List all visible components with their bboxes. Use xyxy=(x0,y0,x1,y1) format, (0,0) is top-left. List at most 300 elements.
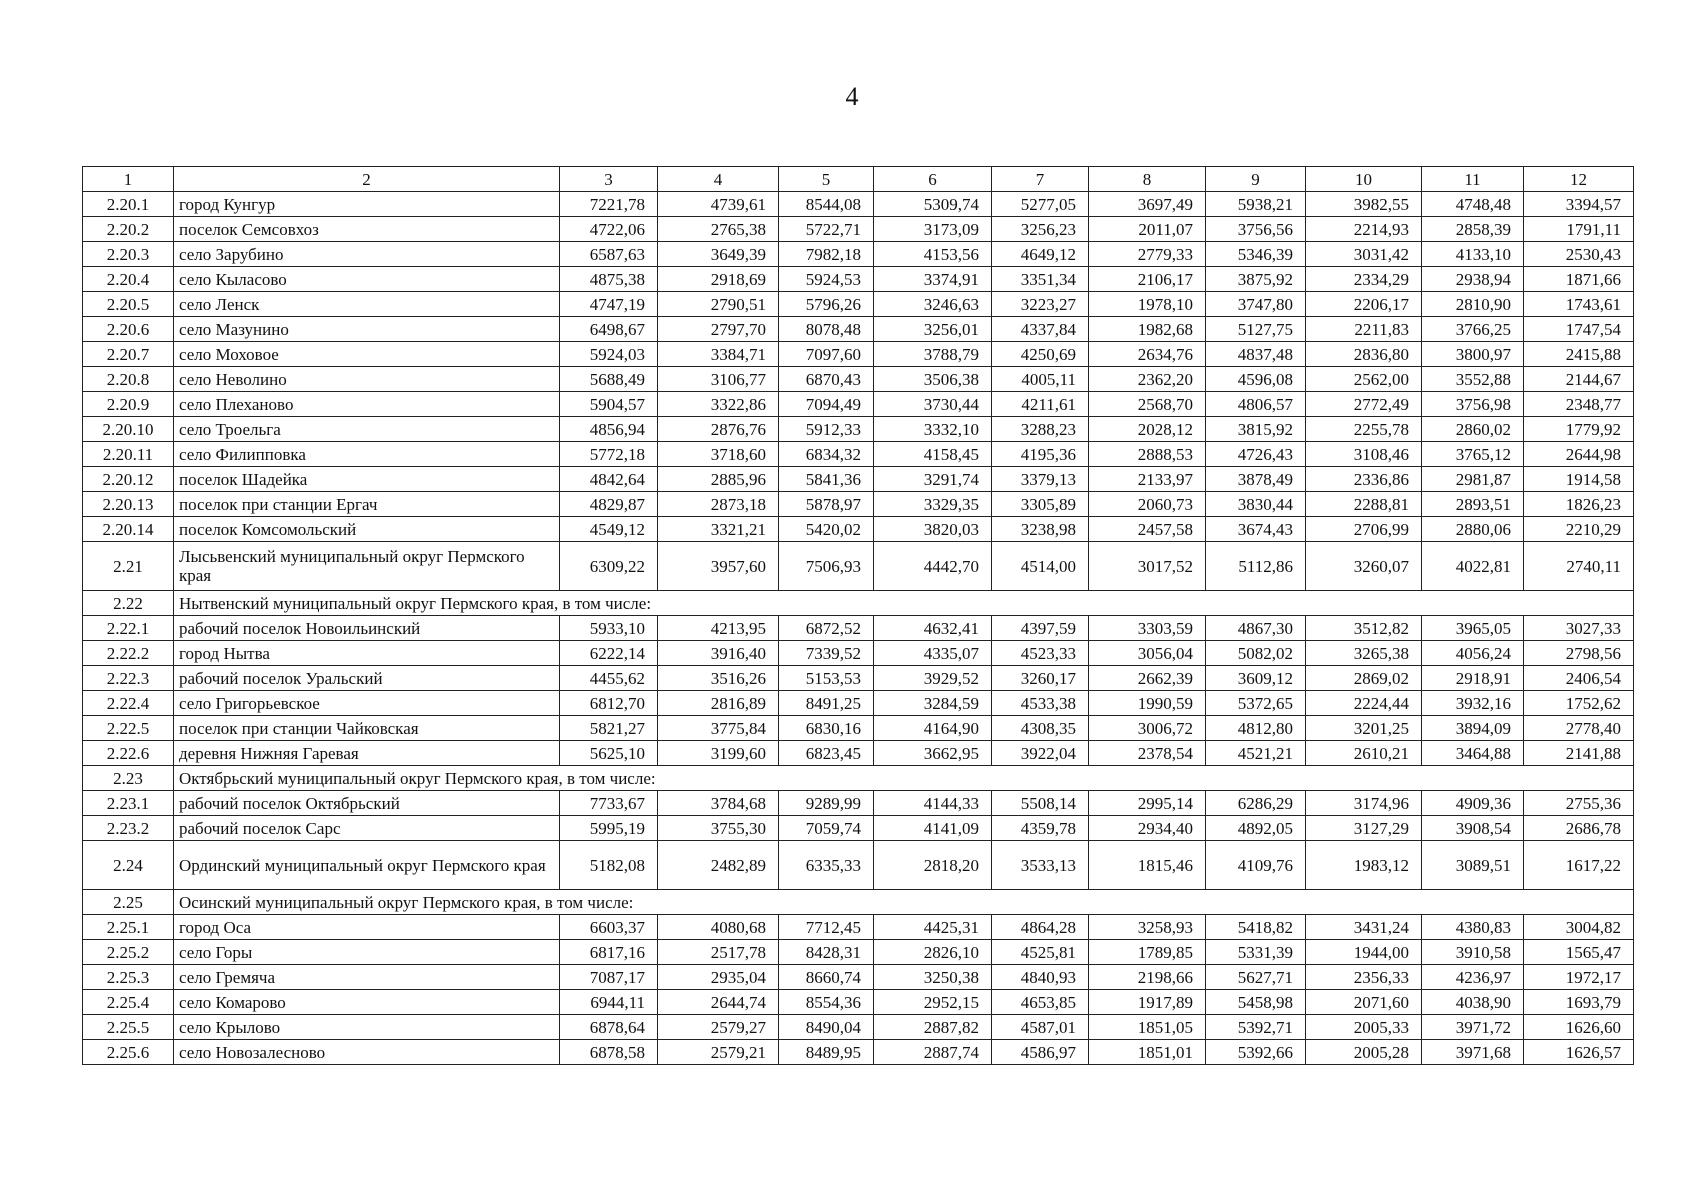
value-cell: 2740,11 xyxy=(1524,542,1634,591)
row-number-cell: 2.20.14 xyxy=(83,517,174,542)
value-cell: 3815,92 xyxy=(1206,417,1306,442)
value-cell: 4195,36 xyxy=(992,442,1089,467)
value-cell: 1914,58 xyxy=(1524,467,1634,492)
value-cell: 1743,61 xyxy=(1524,292,1634,317)
value-cell: 4005,11 xyxy=(992,367,1089,392)
value-cell: 3747,80 xyxy=(1206,292,1306,317)
value-cell: 6834,32 xyxy=(779,442,874,467)
value-cell: 2860,02 xyxy=(1422,417,1524,442)
row-number-cell: 2.20.9 xyxy=(83,392,174,417)
table-row xyxy=(83,890,1634,915)
locality-name-cell: город Оса xyxy=(174,915,560,940)
value-cell: 3284,59 xyxy=(874,691,992,716)
locality-name-cell: село Моховое xyxy=(174,342,560,367)
value-cell: 4211,61 xyxy=(992,392,1089,417)
table-row xyxy=(83,542,1634,591)
value-cell: 6830,16 xyxy=(779,716,874,741)
value-cell: 4586,97 xyxy=(992,1040,1089,1065)
value-cell: 4080,68 xyxy=(658,915,779,940)
value-cell: 3108,46 xyxy=(1306,442,1422,467)
value-cell: 3730,44 xyxy=(874,392,992,417)
value-cell: 1983,12 xyxy=(1306,841,1422,890)
value-cell: 6222,14 xyxy=(560,641,658,666)
value-cell: 2934,40 xyxy=(1089,816,1206,841)
header-cell: 1 xyxy=(83,167,174,192)
value-cell: 6498,67 xyxy=(560,317,658,342)
value-cell: 4632,41 xyxy=(874,616,992,641)
value-cell: 4722,06 xyxy=(560,217,658,242)
value-cell: 3755,30 xyxy=(658,816,779,841)
table-row xyxy=(83,492,1634,517)
value-cell: 2071,60 xyxy=(1306,990,1422,1015)
header-cell: 5 xyxy=(779,167,874,192)
value-cell: 5309,74 xyxy=(874,192,992,217)
value-cell: 2568,70 xyxy=(1089,392,1206,417)
locality-name-cell: село Гремяча xyxy=(174,965,560,990)
value-cell: 2378,54 xyxy=(1089,741,1206,766)
value-cell: 3106,77 xyxy=(658,367,779,392)
page-number: 4 xyxy=(845,82,859,111)
value-cell: 3089,51 xyxy=(1422,841,1524,890)
header-cell: 10 xyxy=(1306,167,1422,192)
value-cell: 2133,97 xyxy=(1089,467,1206,492)
value-cell: 3552,88 xyxy=(1422,367,1524,392)
value-cell: 3775,84 xyxy=(658,716,779,741)
value-cell: 4533,38 xyxy=(992,691,1089,716)
value-cell: 6587,63 xyxy=(560,242,658,267)
value-cell: 2482,89 xyxy=(658,841,779,890)
value-cell: 2888,53 xyxy=(1089,442,1206,467)
value-cell: 2880,06 xyxy=(1422,517,1524,542)
value-cell: 5420,02 xyxy=(779,517,874,542)
value-cell: 6878,58 xyxy=(560,1040,658,1065)
value-cell: 3322,86 xyxy=(658,392,779,417)
table-header-row xyxy=(83,167,1634,192)
value-cell: 3830,44 xyxy=(1206,492,1306,517)
value-cell: 2938,94 xyxy=(1422,267,1524,292)
value-cell: 2686,78 xyxy=(1524,816,1634,841)
value-cell: 3929,52 xyxy=(874,666,992,691)
value-cell: 4335,07 xyxy=(874,641,992,666)
value-cell: 1693,79 xyxy=(1524,990,1634,1015)
value-cell: 1826,23 xyxy=(1524,492,1634,517)
value-cell: 2060,73 xyxy=(1089,492,1206,517)
value-cell: 2876,76 xyxy=(658,417,779,442)
value-cell: 2790,51 xyxy=(658,292,779,317)
value-cell: 3031,42 xyxy=(1306,242,1422,267)
table-row xyxy=(83,267,1634,292)
value-cell: 1851,05 xyxy=(1089,1015,1206,1040)
value-cell: 3265,38 xyxy=(1306,641,1422,666)
table-row xyxy=(83,666,1634,691)
value-cell: 5912,33 xyxy=(779,417,874,442)
value-cell: 2198,66 xyxy=(1089,965,1206,990)
value-cell: 4236,97 xyxy=(1422,965,1524,990)
locality-name-cell: рабочий поселок Сарс xyxy=(174,816,560,841)
value-cell: 1990,59 xyxy=(1089,691,1206,716)
value-cell: 1747,54 xyxy=(1524,317,1634,342)
value-cell: 3256,23 xyxy=(992,217,1089,242)
value-cell: 3291,74 xyxy=(874,467,992,492)
locality-name-cell: Ординский муниципальный округ Пермского края xyxy=(174,841,560,890)
value-cell: 3800,97 xyxy=(1422,342,1524,367)
value-cell: 4141,09 xyxy=(874,816,992,841)
value-cell: 5277,05 xyxy=(992,192,1089,217)
value-cell: 3878,49 xyxy=(1206,467,1306,492)
table-row xyxy=(83,517,1634,542)
value-cell: 5127,75 xyxy=(1206,317,1306,342)
value-cell: 5722,71 xyxy=(779,217,874,242)
locality-name-cell: село Зарубино xyxy=(174,242,560,267)
value-cell: 2579,21 xyxy=(658,1040,779,1065)
value-cell: 3875,92 xyxy=(1206,267,1306,292)
tariff-table xyxy=(82,166,1634,1065)
value-cell: 2011,07 xyxy=(1089,217,1206,242)
table-row xyxy=(83,591,1634,616)
value-cell: 3246,63 xyxy=(874,292,992,317)
table-row xyxy=(83,841,1634,890)
value-cell: 3394,57 xyxy=(1524,192,1634,217)
value-cell: 4056,24 xyxy=(1422,641,1524,666)
value-cell: 6335,33 xyxy=(779,841,874,890)
value-cell: 8490,04 xyxy=(779,1015,874,1040)
value-cell: 7059,74 xyxy=(779,816,874,841)
section-heading-cell: Октябрьский муниципальный округ Пермского края, в том числе: xyxy=(174,766,1634,791)
value-cell: 4523,33 xyxy=(992,641,1089,666)
value-cell: 3932,16 xyxy=(1422,691,1524,716)
value-cell: 4455,62 xyxy=(560,666,658,691)
value-cell: 3199,60 xyxy=(658,741,779,766)
value-cell: 4022,81 xyxy=(1422,542,1524,591)
locality-name-cell: село Плеханово xyxy=(174,392,560,417)
value-cell: 1617,22 xyxy=(1524,841,1634,890)
value-cell: 3173,09 xyxy=(874,217,992,242)
value-cell: 3982,55 xyxy=(1306,192,1422,217)
value-cell: 5995,19 xyxy=(560,816,658,841)
value-cell: 4442,70 xyxy=(874,542,992,591)
row-number-cell: 2.22.1 xyxy=(83,616,174,641)
value-cell: 1815,46 xyxy=(1089,841,1206,890)
locality-name-cell: село Кыласово xyxy=(174,267,560,292)
table-row xyxy=(83,641,1634,666)
value-cell: 4726,43 xyxy=(1206,442,1306,467)
value-cell: 3056,04 xyxy=(1089,641,1206,666)
value-cell: 3464,88 xyxy=(1422,741,1524,766)
value-cell: 2005,28 xyxy=(1306,1040,1422,1065)
value-cell: 4829,87 xyxy=(560,492,658,517)
value-cell: 3908,54 xyxy=(1422,816,1524,841)
header-cell: 6 xyxy=(874,167,992,192)
value-cell: 2211,83 xyxy=(1306,317,1422,342)
table-row xyxy=(83,616,1634,641)
table-row xyxy=(83,367,1634,392)
row-number-cell: 2.20.3 xyxy=(83,242,174,267)
value-cell: 5924,53 xyxy=(779,267,874,292)
table-row xyxy=(83,342,1634,367)
locality-name-cell: Лысьвенский муниципальный округ Пермского края xyxy=(174,542,560,591)
value-cell: 1779,92 xyxy=(1524,417,1634,442)
value-cell: 5346,39 xyxy=(1206,242,1306,267)
value-cell: 2772,49 xyxy=(1306,392,1422,417)
value-cell: 2255,78 xyxy=(1306,417,1422,442)
value-cell: 1982,68 xyxy=(1089,317,1206,342)
value-cell: 4856,94 xyxy=(560,417,658,442)
value-cell: 4739,61 xyxy=(658,192,779,217)
value-cell: 3756,56 xyxy=(1206,217,1306,242)
locality-name-cell: город Кунгур xyxy=(174,192,560,217)
value-cell: 4649,12 xyxy=(992,242,1089,267)
value-cell: 3957,60 xyxy=(658,542,779,591)
value-cell: 2644,98 xyxy=(1524,442,1634,467)
value-cell: 2334,29 xyxy=(1306,267,1422,292)
value-cell: 1752,62 xyxy=(1524,691,1634,716)
header-cell: 9 xyxy=(1206,167,1306,192)
row-number-cell: 2.22.5 xyxy=(83,716,174,741)
value-cell: 3006,72 xyxy=(1089,716,1206,741)
value-cell: 5392,71 xyxy=(1206,1015,1306,1040)
value-cell: 3609,12 xyxy=(1206,666,1306,691)
header-cell: 4 xyxy=(658,167,779,192)
table-row xyxy=(83,915,1634,940)
value-cell: 3965,05 xyxy=(1422,616,1524,641)
value-cell: 2517,78 xyxy=(658,940,779,965)
row-number-cell: 2.23 xyxy=(83,766,174,791)
value-cell: 4653,85 xyxy=(992,990,1089,1015)
value-cell: 4164,90 xyxy=(874,716,992,741)
row-number-cell: 2.23.2 xyxy=(83,816,174,841)
value-cell: 5418,82 xyxy=(1206,915,1306,940)
locality-name-cell: поселок Семсовхоз xyxy=(174,217,560,242)
table-row xyxy=(83,317,1634,342)
value-cell: 2755,36 xyxy=(1524,791,1634,816)
row-number-cell: 2.20.1 xyxy=(83,192,174,217)
row-number-cell: 2.20.7 xyxy=(83,342,174,367)
value-cell: 3351,34 xyxy=(992,267,1089,292)
value-cell: 2778,40 xyxy=(1524,716,1634,741)
locality-name-cell: село Комарово xyxy=(174,990,560,1015)
value-cell: 2406,54 xyxy=(1524,666,1634,691)
row-number-cell: 2.22.6 xyxy=(83,741,174,766)
row-number-cell: 2.25 xyxy=(83,890,174,915)
header-cell: 3 xyxy=(560,167,658,192)
value-cell: 2893,51 xyxy=(1422,492,1524,517)
row-number-cell: 2.20.12 xyxy=(83,467,174,492)
value-cell: 4514,00 xyxy=(992,542,1089,591)
row-number-cell: 2.20.6 xyxy=(83,317,174,342)
value-cell: 7094,49 xyxy=(779,392,874,417)
value-cell: 3820,03 xyxy=(874,517,992,542)
value-cell: 2836,80 xyxy=(1306,342,1422,367)
value-cell: 7097,60 xyxy=(779,342,874,367)
value-cell: 3004,82 xyxy=(1524,915,1634,940)
row-number-cell: 2.20.5 xyxy=(83,292,174,317)
header-cell: 8 xyxy=(1089,167,1206,192)
locality-name-cell: село Неволино xyxy=(174,367,560,392)
locality-name-cell: поселок Шадейка xyxy=(174,467,560,492)
value-cell: 2918,69 xyxy=(658,267,779,292)
value-cell: 3260,07 xyxy=(1306,542,1422,591)
value-cell: 2995,14 xyxy=(1089,791,1206,816)
value-cell: 3649,39 xyxy=(658,242,779,267)
row-number-cell: 2.23.1 xyxy=(83,791,174,816)
row-number-cell: 2.22 xyxy=(83,591,174,616)
value-cell: 4867,30 xyxy=(1206,616,1306,641)
value-cell: 4308,35 xyxy=(992,716,1089,741)
locality-name-cell: город Нытва xyxy=(174,641,560,666)
value-cell: 4153,56 xyxy=(874,242,992,267)
value-cell: 2415,88 xyxy=(1524,342,1634,367)
value-cell: 2887,74 xyxy=(874,1040,992,1065)
value-cell: 2706,99 xyxy=(1306,517,1422,542)
value-cell: 2210,29 xyxy=(1524,517,1634,542)
value-cell: 6817,16 xyxy=(560,940,658,965)
value-cell: 7712,45 xyxy=(779,915,874,940)
value-cell: 3017,52 xyxy=(1089,542,1206,591)
value-cell: 3718,60 xyxy=(658,442,779,467)
value-cell: 2797,70 xyxy=(658,317,779,342)
value-cell: 6944,11 xyxy=(560,990,658,1015)
value-cell: 9289,99 xyxy=(779,791,874,816)
value-cell: 7506,93 xyxy=(779,542,874,591)
value-cell: 6823,45 xyxy=(779,741,874,766)
locality-name-cell: село Крылово xyxy=(174,1015,560,1040)
value-cell: 4840,93 xyxy=(992,965,1089,990)
value-cell: 2885,96 xyxy=(658,467,779,492)
header-cell: 2 xyxy=(174,167,560,192)
value-cell: 2798,56 xyxy=(1524,641,1634,666)
value-cell: 1851,01 xyxy=(1089,1040,1206,1065)
locality-name-cell: село Филипповка xyxy=(174,442,560,467)
value-cell: 1626,60 xyxy=(1524,1015,1634,1040)
value-cell: 3321,21 xyxy=(658,517,779,542)
value-cell: 1972,17 xyxy=(1524,965,1634,990)
value-cell: 4909,36 xyxy=(1422,791,1524,816)
value-cell: 5153,53 xyxy=(779,666,874,691)
row-number-cell: 2.25.3 xyxy=(83,965,174,990)
value-cell: 6872,52 xyxy=(779,616,874,641)
value-cell: 8660,74 xyxy=(779,965,874,990)
locality-name-cell: рабочий поселок Новоильинский xyxy=(174,616,560,641)
value-cell: 6286,29 xyxy=(1206,791,1306,816)
value-cell: 7733,67 xyxy=(560,791,658,816)
value-cell: 2810,90 xyxy=(1422,292,1524,317)
value-cell: 4747,19 xyxy=(560,292,658,317)
value-cell: 4525,81 xyxy=(992,940,1089,965)
value-cell: 4380,83 xyxy=(1422,915,1524,940)
value-cell: 1944,00 xyxy=(1306,940,1422,965)
locality-name-cell: поселок при станции Чайковская xyxy=(174,716,560,741)
value-cell: 3374,91 xyxy=(874,267,992,292)
value-cell: 4748,48 xyxy=(1422,192,1524,217)
value-cell: 4337,84 xyxy=(992,317,1089,342)
value-cell: 3201,25 xyxy=(1306,716,1422,741)
locality-name-cell: село Троельга xyxy=(174,417,560,442)
table-row xyxy=(83,417,1634,442)
section-heading-cell: Осинский муниципальный округ Пермского края, в том числе: xyxy=(174,890,1634,915)
value-cell: 3784,68 xyxy=(658,791,779,816)
value-cell: 2144,67 xyxy=(1524,367,1634,392)
value-cell: 2765,38 xyxy=(658,217,779,242)
value-cell: 3533,13 xyxy=(992,841,1089,890)
row-number-cell: 2.22.3 xyxy=(83,666,174,691)
table-row xyxy=(83,442,1634,467)
value-cell: 5938,21 xyxy=(1206,192,1306,217)
value-cell: 2952,15 xyxy=(874,990,992,1015)
value-cell: 3127,29 xyxy=(1306,816,1422,841)
value-cell: 1917,89 xyxy=(1089,990,1206,1015)
value-cell: 2141,88 xyxy=(1524,741,1634,766)
header-cell: 7 xyxy=(992,167,1089,192)
value-cell: 5458,98 xyxy=(1206,990,1306,1015)
row-number-cell: 2.25.2 xyxy=(83,940,174,965)
table-row xyxy=(83,691,1634,716)
value-cell: 6878,64 xyxy=(560,1015,658,1040)
value-cell: 3250,38 xyxy=(874,965,992,990)
value-cell: 4109,76 xyxy=(1206,841,1306,890)
value-cell: 5688,49 xyxy=(560,367,658,392)
value-cell: 5772,18 xyxy=(560,442,658,467)
value-cell: 4521,21 xyxy=(1206,741,1306,766)
value-cell: 4425,31 xyxy=(874,915,992,940)
value-cell: 3512,82 xyxy=(1306,616,1422,641)
value-cell: 4549,12 xyxy=(560,517,658,542)
value-cell: 2288,81 xyxy=(1306,492,1422,517)
value-cell: 5082,02 xyxy=(1206,641,1306,666)
value-cell: 3379,13 xyxy=(992,467,1089,492)
table-row xyxy=(83,766,1634,791)
value-cell: 4397,59 xyxy=(992,616,1089,641)
value-cell: 2818,20 xyxy=(874,841,992,890)
value-cell: 3256,01 xyxy=(874,317,992,342)
value-cell: 5112,86 xyxy=(1206,542,1306,591)
section-heading-cell: Нытвенский муниципальный округ Пермского края, в том числе: xyxy=(174,591,1634,616)
table-row xyxy=(83,816,1634,841)
value-cell: 2336,86 xyxy=(1306,467,1422,492)
value-cell: 3258,93 xyxy=(1089,915,1206,940)
locality-name-cell: рабочий поселок Октябрьский xyxy=(174,791,560,816)
value-cell: 8544,08 xyxy=(779,192,874,217)
value-cell: 4038,90 xyxy=(1422,990,1524,1015)
value-cell: 2816,89 xyxy=(658,691,779,716)
value-cell: 2918,91 xyxy=(1422,666,1524,691)
value-cell: 1978,10 xyxy=(1089,292,1206,317)
value-cell: 2028,12 xyxy=(1089,417,1206,442)
value-cell: 3922,04 xyxy=(992,741,1089,766)
value-cell: 3288,23 xyxy=(992,417,1089,442)
value-cell: 2005,33 xyxy=(1306,1015,1422,1040)
value-cell: 3260,17 xyxy=(992,666,1089,691)
row-number-cell: 2.22.4 xyxy=(83,691,174,716)
row-number-cell: 2.25.1 xyxy=(83,915,174,940)
row-number-cell: 2.20.11 xyxy=(83,442,174,467)
value-cell: 2348,77 xyxy=(1524,392,1634,417)
value-cell: 3506,38 xyxy=(874,367,992,392)
table-row xyxy=(83,1015,1634,1040)
value-cell: 4213,95 xyxy=(658,616,779,641)
value-cell: 7339,52 xyxy=(779,641,874,666)
row-number-cell: 2.25.4 xyxy=(83,990,174,1015)
value-cell: 5331,39 xyxy=(1206,940,1306,965)
value-cell: 2610,21 xyxy=(1306,741,1422,766)
value-cell: 4842,64 xyxy=(560,467,658,492)
locality-name-cell: село Горы xyxy=(174,940,560,965)
value-cell: 7087,17 xyxy=(560,965,658,990)
value-cell: 4250,69 xyxy=(992,342,1089,367)
table-row xyxy=(83,1040,1634,1065)
table-row xyxy=(83,217,1634,242)
value-cell: 5392,66 xyxy=(1206,1040,1306,1065)
value-cell: 5841,36 xyxy=(779,467,874,492)
